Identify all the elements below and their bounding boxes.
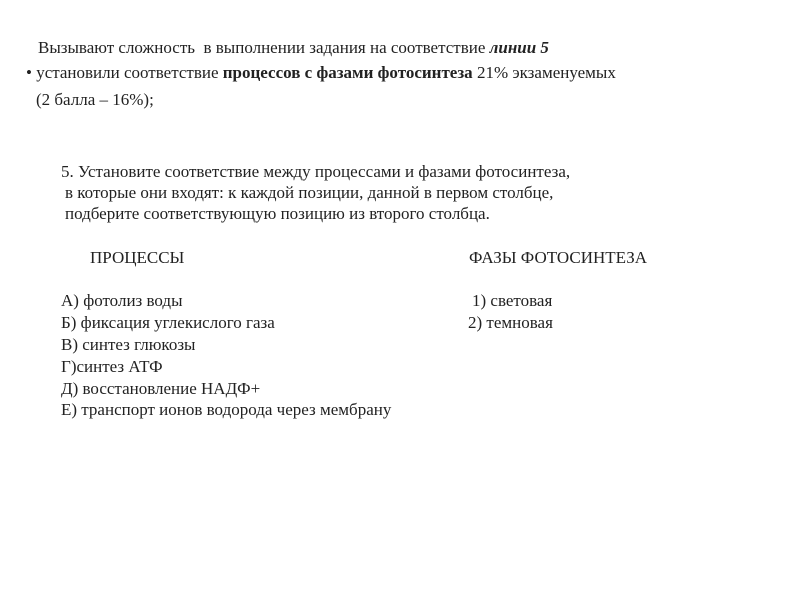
intro-text: Вызывают сложность в выполнении задания на соответствие bbox=[38, 38, 490, 57]
task-line-1: 5. Установите соответствие между процессами и фазами фотосинтеза, bbox=[61, 162, 571, 181]
process-item: Г)синтез АТФ bbox=[61, 357, 163, 376]
task-line-2: в которые они входят: к каждой позиции, данной в первом столбце, bbox=[65, 183, 554, 202]
process-item: В) синтез глюкозы bbox=[61, 335, 196, 354]
process-item: Б) фиксация углекислого газа bbox=[61, 313, 275, 332]
col1-header: ПРОЦЕССЫ bbox=[90, 248, 185, 267]
intro-line-3: (2 балла – 16%); bbox=[36, 90, 154, 109]
phase-item: 1) световая bbox=[472, 291, 553, 310]
process-item: А) фотолиз воды bbox=[61, 291, 183, 310]
intro-emphasis: линии 5 bbox=[489, 38, 549, 57]
process-item: Д) восстановление НАДФ+ bbox=[61, 379, 261, 398]
intro-text-b: 21% экзаменуемых bbox=[472, 63, 616, 82]
intro-line-1 bbox=[38, 38, 549, 58]
bullet-icon: • bbox=[26, 63, 32, 82]
col2-header: ФАЗЫ ФОТОСИНТЕЗА bbox=[469, 248, 648, 267]
intro-text-a: установили соответствие bbox=[36, 63, 223, 82]
task-line-3: подберите соответствующую позицию из второго столбца. bbox=[65, 204, 490, 223]
intro-line-2 bbox=[26, 63, 616, 83]
phase-item: 2) темновая bbox=[468, 313, 553, 332]
intro-bold: процессов с фазами фотосинтеза bbox=[222, 63, 473, 82]
process-item: Е) транспорт ионов водорода через мембрану bbox=[61, 400, 392, 419]
